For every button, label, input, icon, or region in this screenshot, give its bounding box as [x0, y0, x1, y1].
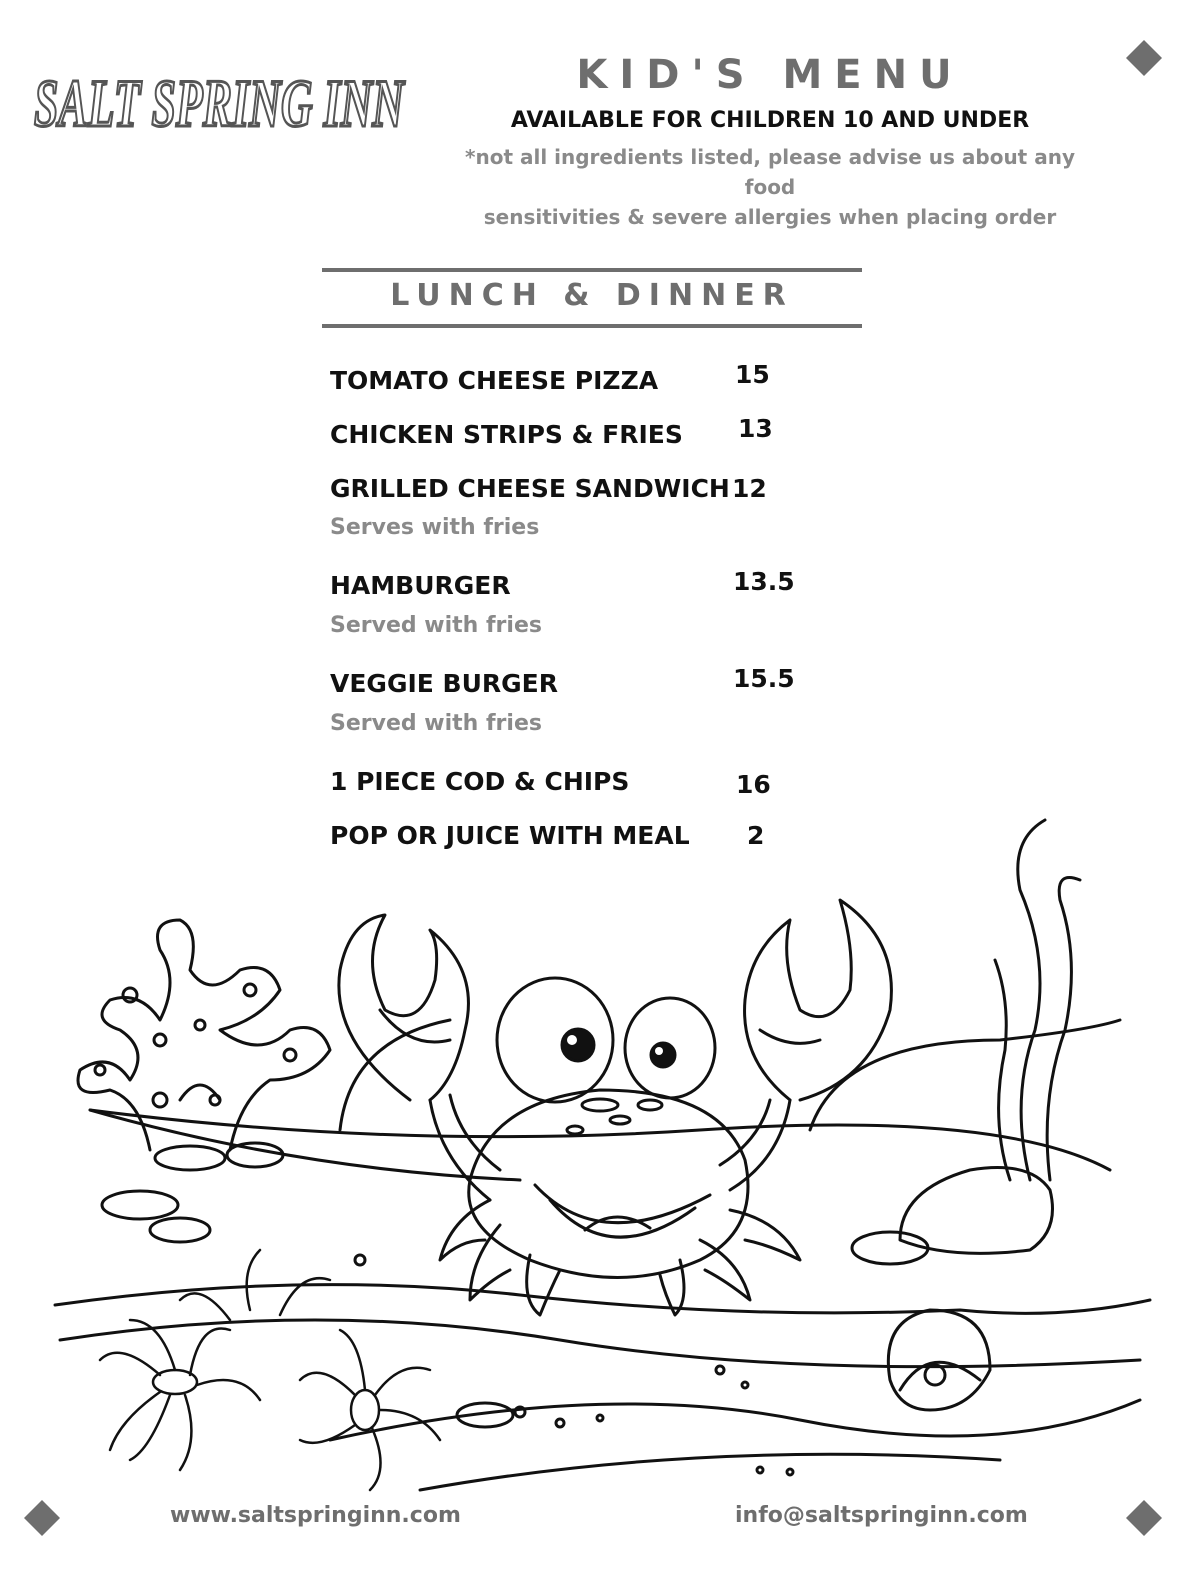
- menu-item-note: Serves with fries: [330, 515, 540, 540]
- menu-item-price: 13: [738, 414, 773, 443]
- menu-item-name: CHICKEN STRIPS & FRIES: [330, 420, 683, 449]
- menu-item-price: 16: [736, 770, 771, 799]
- menu-item-price: 2: [747, 821, 765, 850]
- corner-diamond-icon: [1126, 1500, 1162, 1536]
- email-link[interactable]: info@saltspringinn.com: [735, 1503, 1028, 1528]
- menu-item-name: HAMBURGER: [330, 571, 511, 600]
- menu-item-name: GRILLED CHEESE SANDWICH: [330, 474, 730, 503]
- menu-item-price: 15: [735, 360, 770, 389]
- allergy-note-line-2: sensitivities & severe allergies when placing order: [483, 205, 1057, 229]
- menu-item-name: POP OR JUICE WITH MEAL: [330, 821, 690, 850]
- menu-item-name: VEGGIE BURGER: [330, 669, 559, 698]
- logo-text: SALT SPRING INN: [34, 65, 406, 141]
- corner-diamond-icon: [24, 1500, 60, 1536]
- corner-diamond-icon: [1126, 40, 1162, 76]
- allergy-note: [460, 142, 1080, 232]
- menu-item-note: Served with fries: [330, 711, 542, 736]
- menu-item-name: 1 PIECE COD & CHIPS: [330, 767, 630, 796]
- section-title: LUNCH & DINNER: [390, 278, 794, 313]
- website-link[interactable]: www.saltspringinn.com: [170, 1503, 461, 1528]
- menu-item-price: 13.5: [733, 567, 795, 596]
- section-divider-bottom: [322, 324, 862, 328]
- allergy-note-line-1: *not all ingredients listed, please advise us about any food: [465, 145, 1075, 199]
- section-divider-top: [322, 268, 862, 272]
- menu-item-note: Served with fries: [330, 613, 542, 638]
- menu-item-name: TOMATO CHEESE PIZZA: [330, 366, 659, 395]
- menu-title: KID'S MENU: [576, 52, 964, 98]
- crab-coloring-illustration: [0, 800, 1200, 1500]
- menu-item-price: 12: [732, 474, 767, 503]
- menu-subtitle: AVAILABLE FOR CHILDREN 10 AND UNDER: [510, 108, 1030, 133]
- salt-spring-inn-logo: [30, 38, 410, 148]
- menu-item-price: 15.5: [733, 664, 795, 693]
